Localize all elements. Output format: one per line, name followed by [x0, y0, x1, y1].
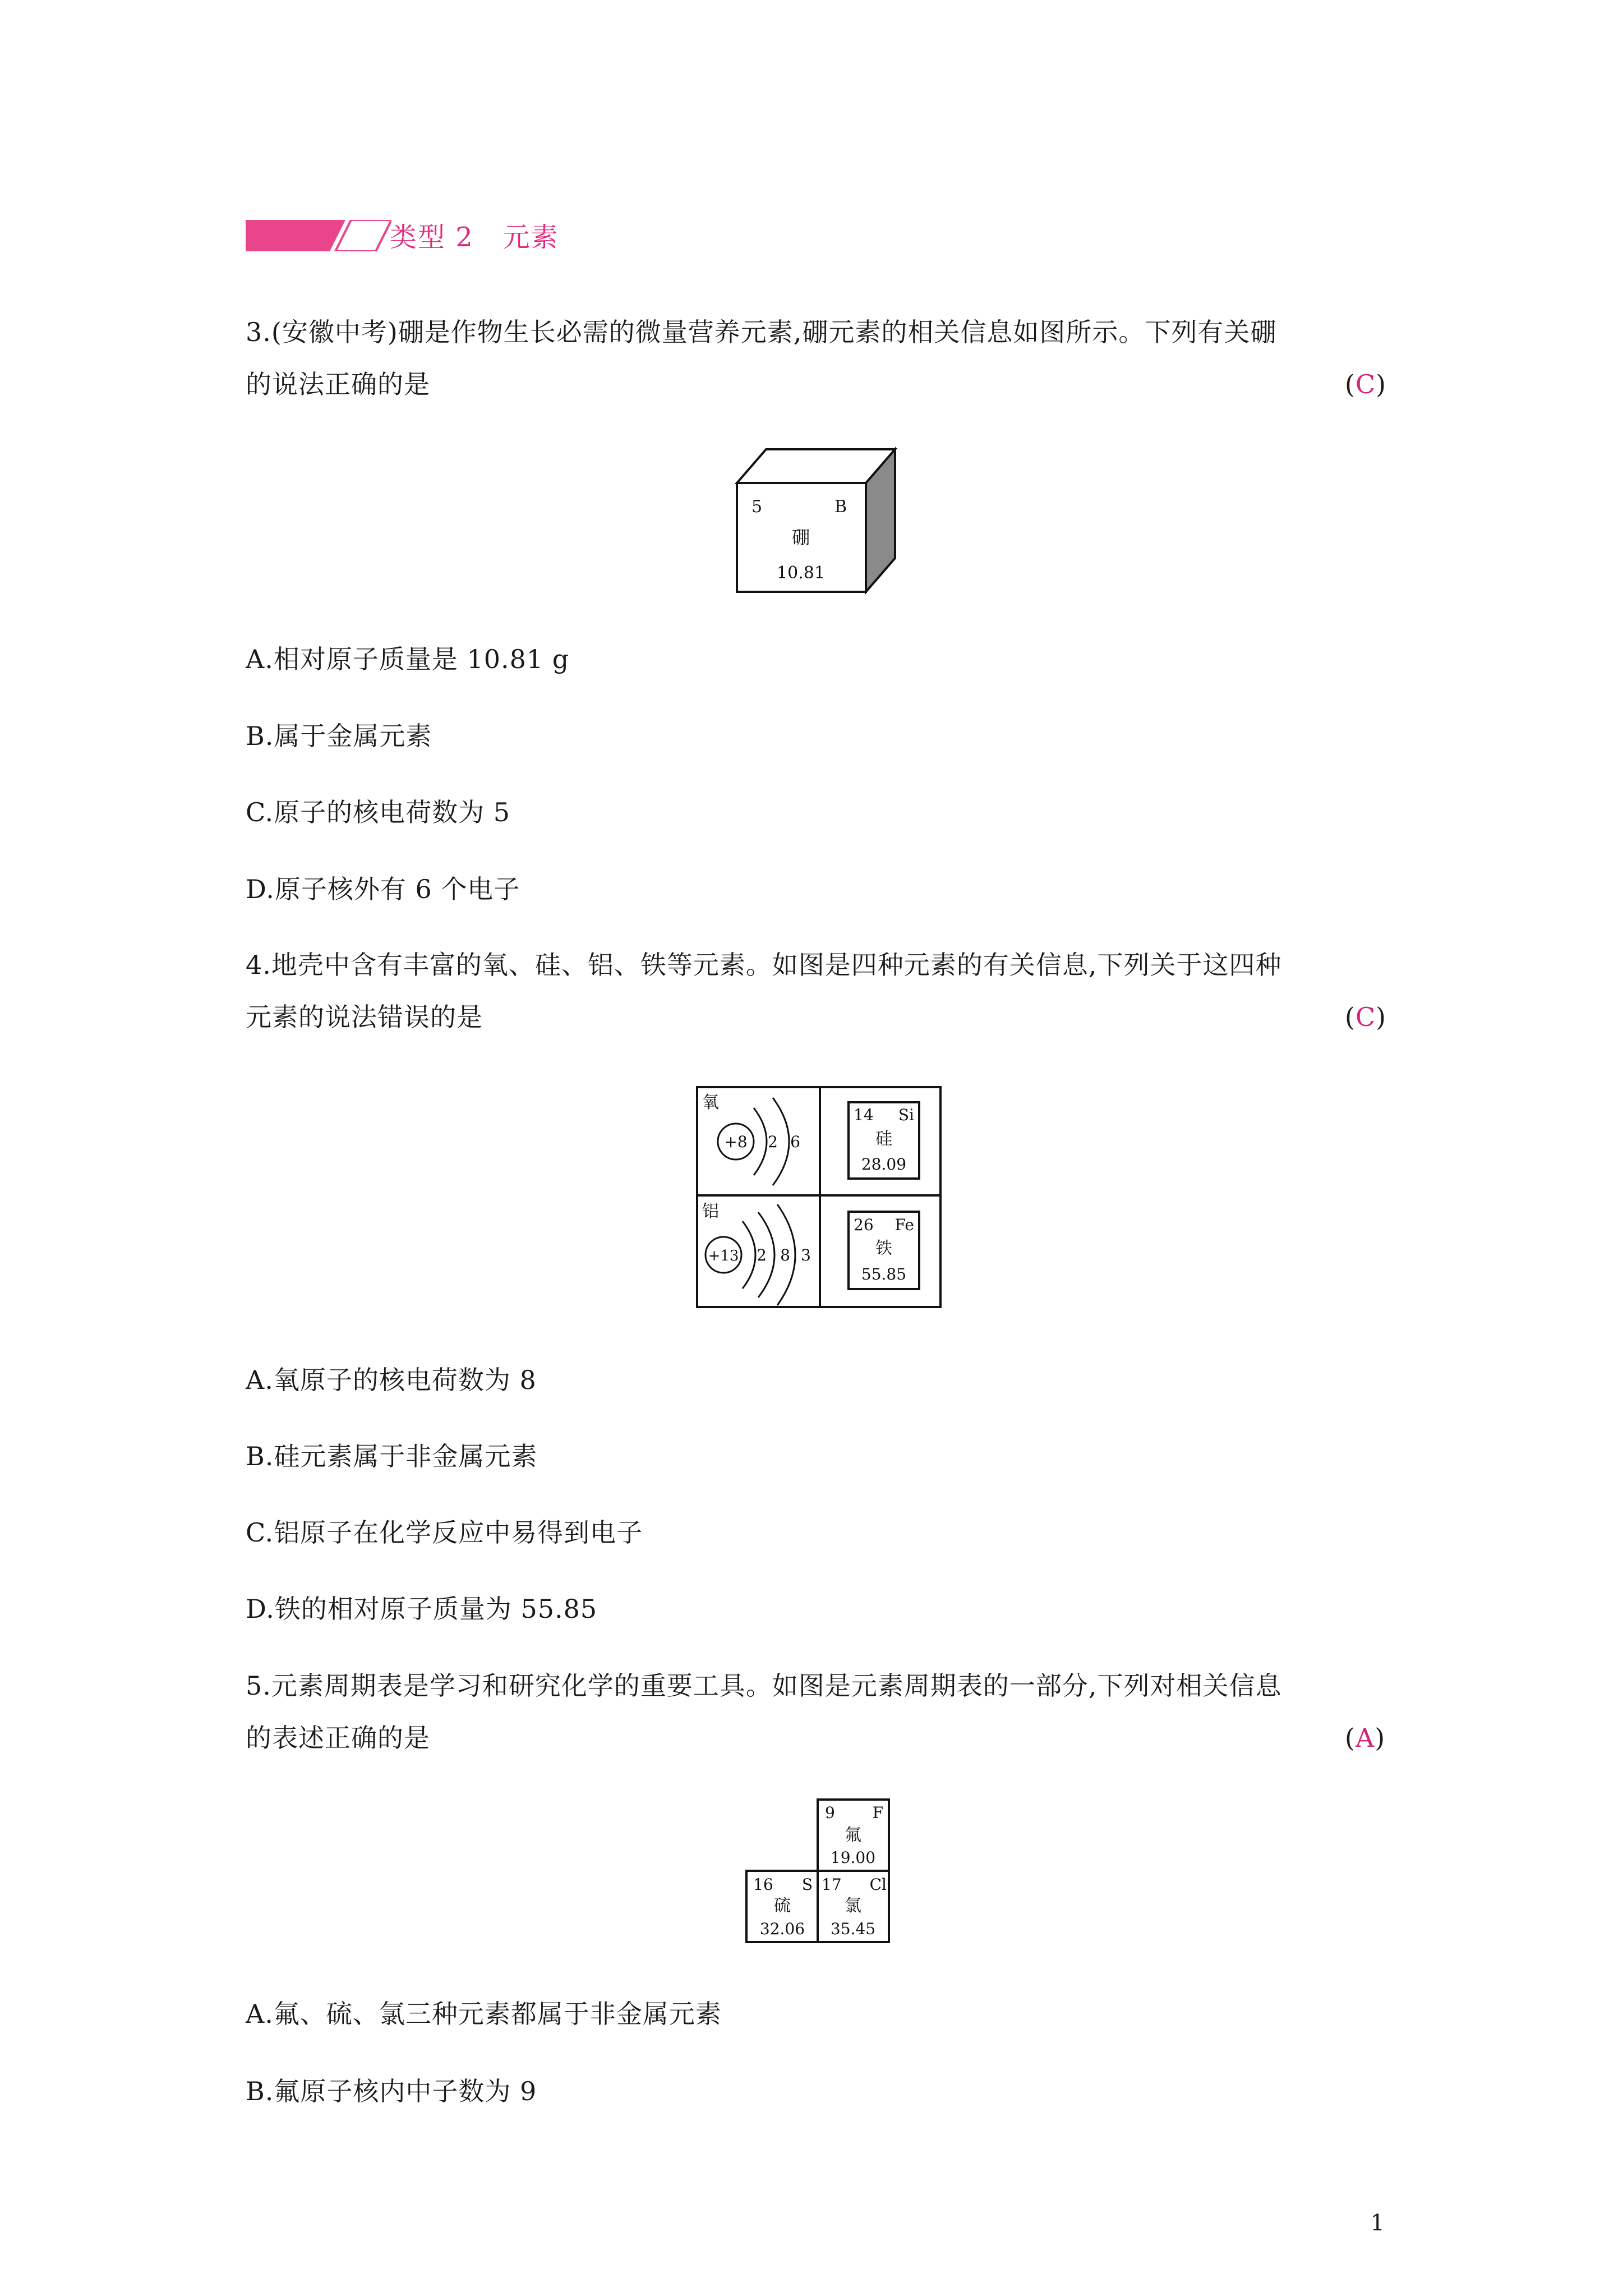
q4-aluminum-name: 铝: [702, 1202, 719, 1221]
q4-oxygen-name: 氧: [702, 1093, 719, 1112]
q3-stem-line1: 3.(安徽中考)硼是作物生长必需的微量营养元素,硼元素的相关信息如图所示。下列有关硼: [246, 317, 1277, 347]
q5-chlorine-number: 17: [822, 1875, 842, 1894]
q5-sulfur-symbol: S: [801, 1875, 813, 1894]
q5-chlorine-symbol: Cl: [869, 1875, 887, 1894]
q3-option-c: C.原子的核电荷数为 5: [246, 797, 511, 827]
q4-silicon-symbol: Si: [898, 1106, 914, 1124]
q4-oxygen-nucleus: +8: [724, 1133, 748, 1151]
q4-aluminum-shell-3: 3: [801, 1246, 811, 1264]
section-heading: [390, 222, 559, 253]
section-title: 元素: [502, 222, 559, 253]
q5-sulfur-number: 16: [753, 1875, 773, 1894]
q5-option-a: A.氟、硫、氯三种元素都属于非金属元素: [246, 1999, 722, 2029]
q5-fluorine-name: 氟: [845, 1825, 861, 1845]
q5-periodic-table-fragment: [743, 1798, 895, 1949]
q3-option-d: D.原子核外有 6 个电子: [246, 874, 520, 904]
q5-stem-line1: 5.元素周期表是学习和研究化学的重要工具。如图是元素周期表的一部分,下列对相关信息: [246, 1671, 1282, 1701]
q4-iron-symbol: Fe: [895, 1216, 914, 1234]
q4-silicon-name: 硅: [875, 1129, 892, 1149]
q4-stem-line2: 元素的说法错误的是: [246, 1002, 483, 1032]
q4-option-c: C.铝原子在化学反应中易得到电子: [246, 1517, 643, 1548]
q5-sulfur-mass: 32.06: [759, 1920, 805, 1938]
q3-boron-cube-figure: [735, 446, 903, 597]
q4-four-elements-figure: [695, 1085, 942, 1310]
q5-sulfur-name: 硫: [774, 1896, 791, 1916]
q3-option-b: B.属于金属元素: [246, 721, 432, 751]
q5-fluorine-number: 9: [825, 1803, 835, 1822]
q4-oxygen-shell-1: 2: [768, 1133, 778, 1151]
q4-stem-line1: 4.地壳中含有丰富的氧、硅、铝、铁等元素。如图是四种元素的有关信息,下列关于这四种: [246, 950, 1282, 980]
q3-element-name: 硼: [791, 527, 810, 548]
section-banner-icon: [246, 220, 391, 251]
q4-option-a: A.氧原子的核电荷数为 8: [246, 1365, 537, 1395]
q4-silicon-number: 14: [854, 1106, 874, 1124]
q4-aluminum-shell-2: 8: [780, 1246, 790, 1264]
q5-answer-letter: A: [1355, 1723, 1375, 1753]
q5-stem-line2: 的表述正确的是: [246, 1723, 430, 1753]
q4-silicon-mass: 28.09: [861, 1155, 907, 1174]
q5-option-b: B.氟原子核内中子数为 9: [246, 2076, 537, 2106]
q4-option-d: D.铁的相对原子质量为 55.85: [246, 1594, 598, 1624]
q5-fluorine-mass: 19.00: [830, 1848, 876, 1867]
q4-iron-mass: 55.85: [861, 1265, 907, 1283]
q4-answer: (C): [1345, 1002, 1387, 1032]
q4-iron-name: 铁: [875, 1239, 892, 1258]
q3-answer-letter: C: [1355, 369, 1376, 399]
q4-oxygen-shell-2: 6: [790, 1133, 800, 1151]
q3-symbol: B: [834, 497, 847, 517]
q3-atomic-number: 5: [751, 497, 763, 517]
q3-stem-line2: 的说法正确的是: [246, 369, 430, 399]
q4-option-b: B.硅元素属于非金属元素: [246, 1441, 538, 1471]
q4-answer-letter: C: [1355, 1002, 1376, 1032]
q5-fluorine-symbol: F: [872, 1803, 883, 1822]
q5-chlorine-mass: 35.45: [830, 1920, 876, 1938]
q4-iron-number: 26: [854, 1216, 874, 1234]
q3-atomic-mass: 10.81: [777, 563, 825, 583]
q4-aluminum-shell-1: 2: [757, 1246, 767, 1264]
q3-answer: (C): [1345, 369, 1387, 399]
q3-option-a: A.相对原子质量是 10.81 g: [246, 644, 570, 674]
q5-chlorine-name: 氯: [845, 1896, 861, 1916]
section-label: 类型 2: [390, 222, 474, 253]
q5-answer: (A): [1345, 1723, 1386, 1753]
page-number: 1: [1370, 2210, 1385, 2236]
q4-aluminum-nucleus: +13: [708, 1248, 739, 1264]
